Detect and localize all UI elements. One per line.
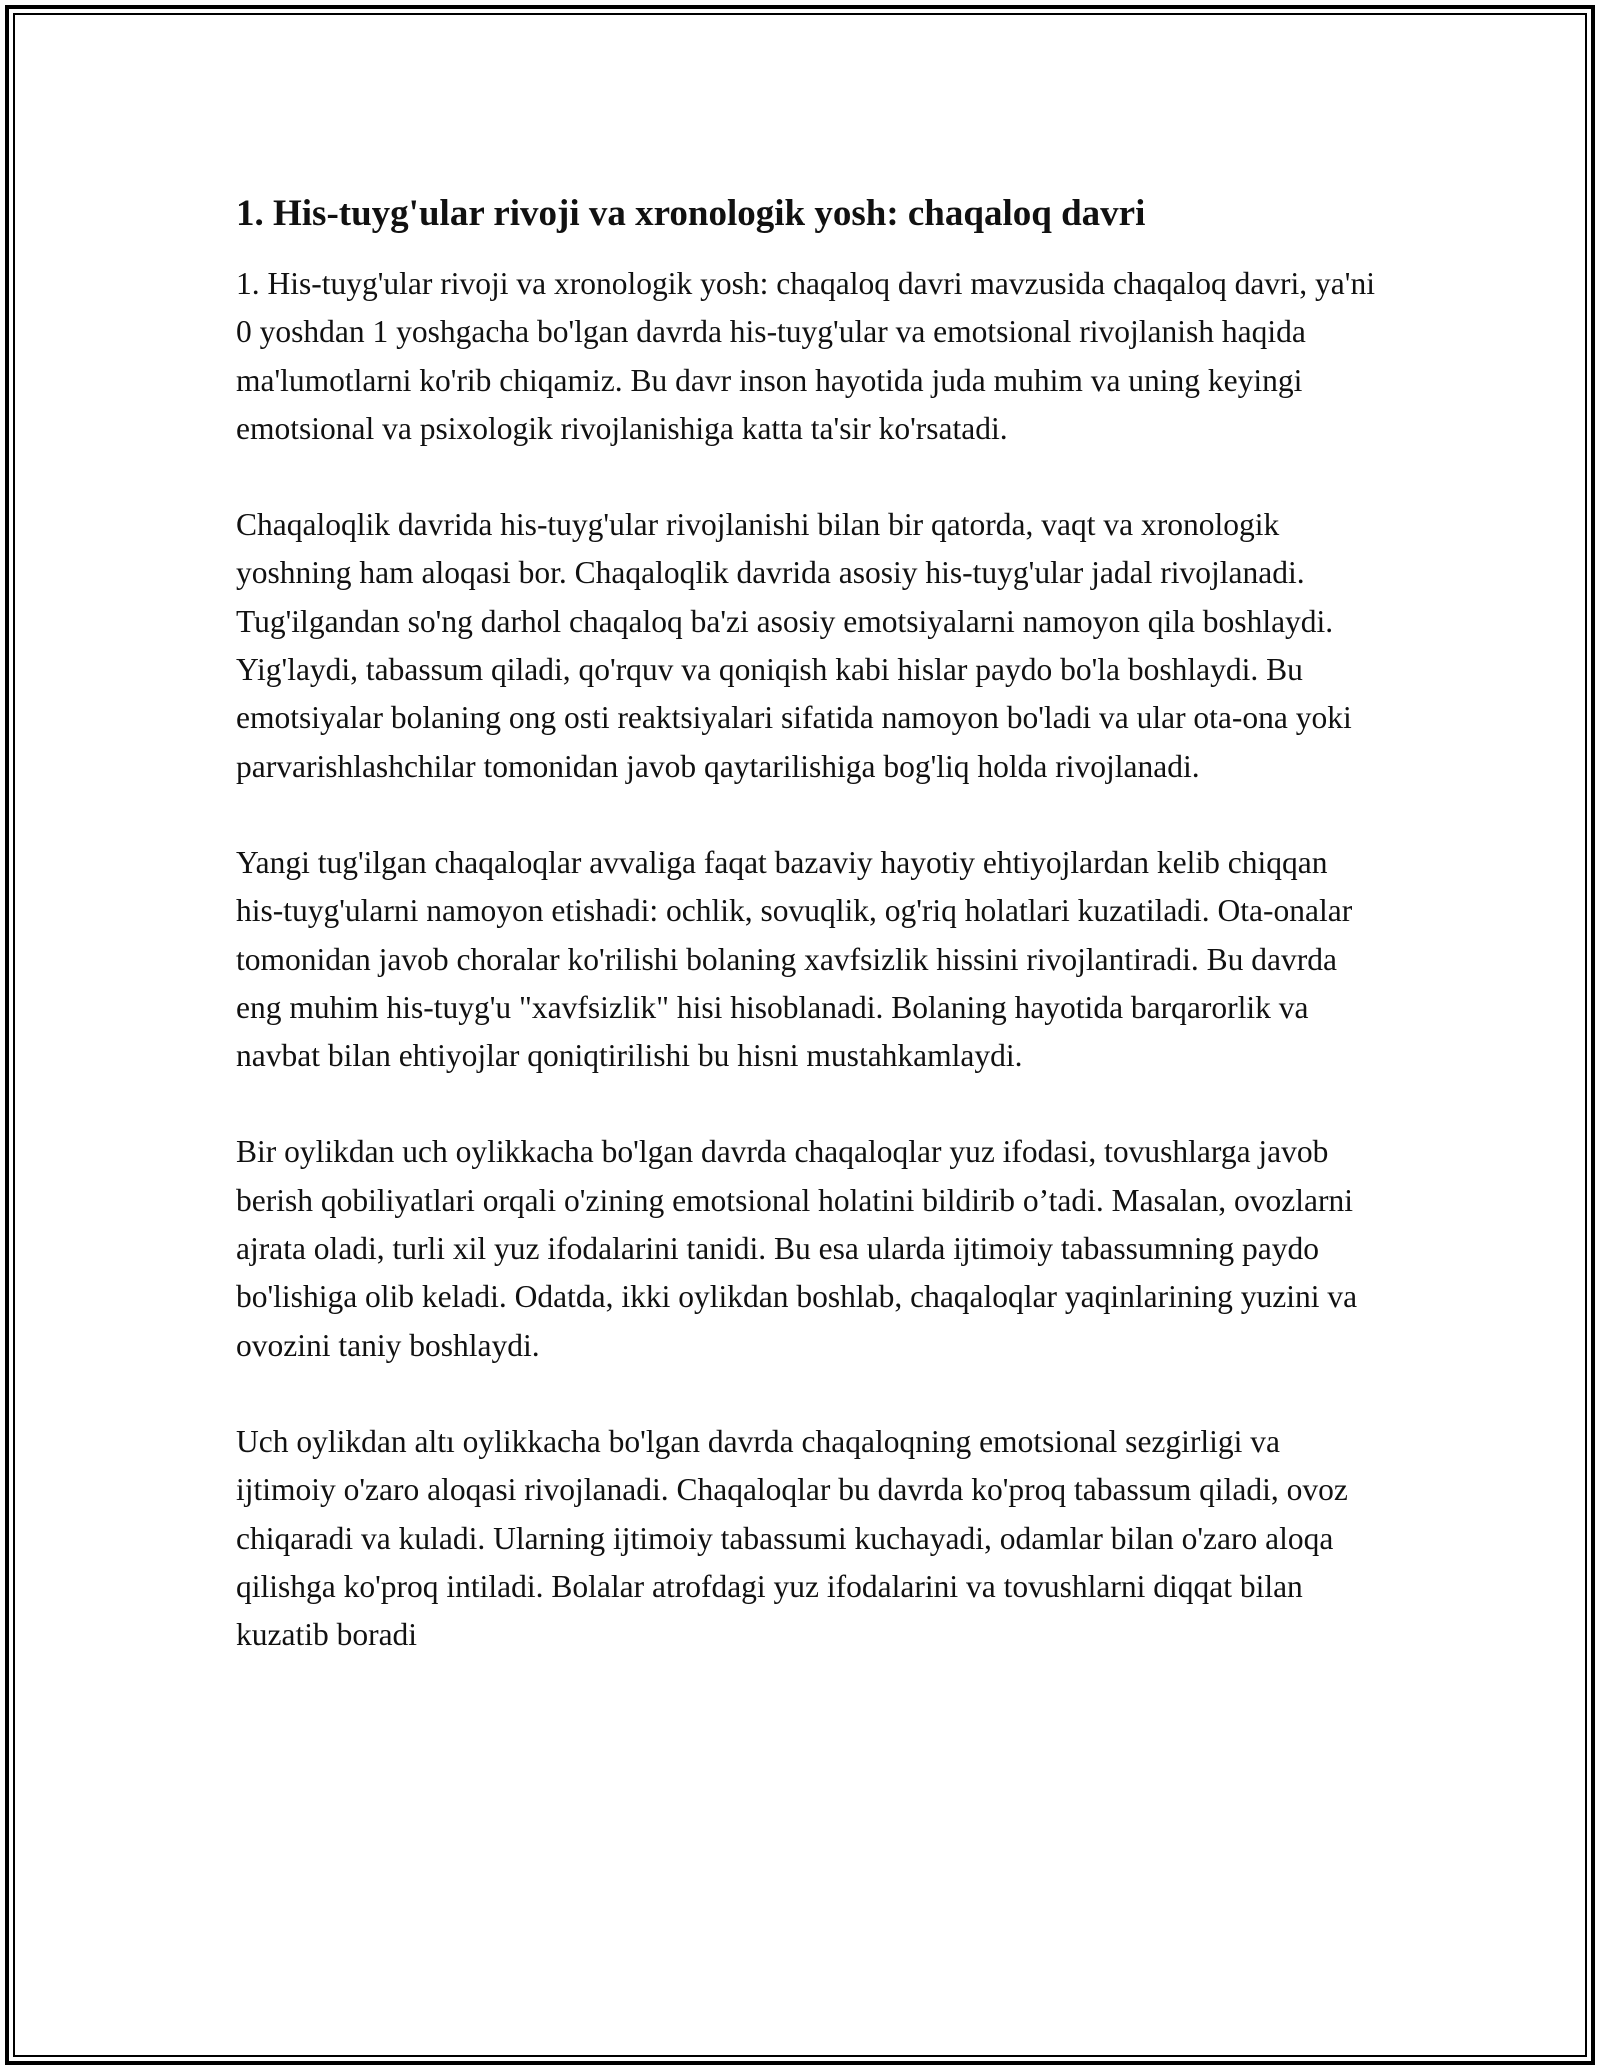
document-body (236, 188, 1376, 1707)
paragraph-5: Uch oylikdan altı oylikkacha bo'lgan davrda chaqaloqning emotsional sezgirligi va ijtimoiy o'zaro aloqasi rivojlanadi. Chaqaloqlar bu davrda ko'proq tabassum qiladi, ovoz chiqaradi va kuladi. Ularning ijtimoiy tabassumi kuchayadi, odamlar bilan o'zaro aloqa qilishga ko'proq intiladi. Bolalar atrofdagi yuz ifodalarini va tovushlarni diqqat bilan kuzatib boradi (236, 1423, 1348, 1653)
paragraph-4: Bir oylikdan uch oylikkacha bo'lgan davrda chaqaloqlar yuz ifodasi, tovushlarga javob berish qobiliyatlari orqali o'zining emotsional holatini bildirib o’tadi. Masalan, ovozlarni ajrata oladi, turli xil yuz ifodalarini tanidi. Bu esa ularda ijtimoiy tabassumning paydo bo'lishiga olib keladi. Odatda, ikki oylikdan boshlab, chaqaloqlar yaqinlarining yuzini va ovozini taniy boshlaydi. (236, 1134, 1358, 1363)
paragraph-1: 1. His-tuyg'ular rivoji va xronologik yosh: chaqaloq davri mavzusida chaqaloq davri, ya'ni 0 yoshdan 1 yoshgacha bo'lgan davrda his-tuyg'ular va emotsional rivojlanish haqida ma'lumotlarni ko'rib chiqamiz. Bu davr inson hayotida juda muhim va uning keyingi emotsional va psixologik rivojlanishiga katta ta'sir ko'rsatadi. (236, 266, 1375, 446)
paragraph-3: Yangi tug'ilgan chaqaloqlar avvaliga faqat bazaviy hayotiy ehtiyojlardan kelib chiqqan his-tuyg'ularni namoyon etishadi: ochlik, sovuqlik, og'riq holatlari kuzatiladi. Ota-onalar tomonidan javob choralar ko'rilishi bolaning xavfsizlik hissini rivojlantiradi. Bu davrda eng muhim his-tuyg'u "xavfsizlik" hisi hisoblanadi. Bolaning hayotida barqarorlik va navbat bilan ehtiyojlar qoniqtirilishi bu hisni mustahkamlaydi. (236, 844, 1353, 1074)
paragraph-2: Chaqaloqlik davrida his-tuyg'ular rivojlanishi bilan bir qatorda, vaqt va xronologik yoshning ham aloqasi bor. Chaqaloqlik davrida asosiy his-tuyg'ular jadal rivojlanadi. Tug'ilgandan so'ng darhol chaqaloq ba'zi asosiy emotsiyalarni namoyon qila boshlaydi. Yig'laydi, tabassum qiladi, qo'rquv va qoniqish kabi hislar paydo bo'la boshlaydi. Bu emotsiyalar bolaning ong osti reaktsiyalari sifatida namoyon bo'ladi va ular ota-ona yoki parvarishlashchilar tomonidan javob qaytarilishiga bog'liq holda rivojlanadi. (236, 507, 1352, 784)
document-heading: 1. His-tuyg'ular rivoji va xronologik yosh: chaqaloq davri (236, 193, 1146, 234)
